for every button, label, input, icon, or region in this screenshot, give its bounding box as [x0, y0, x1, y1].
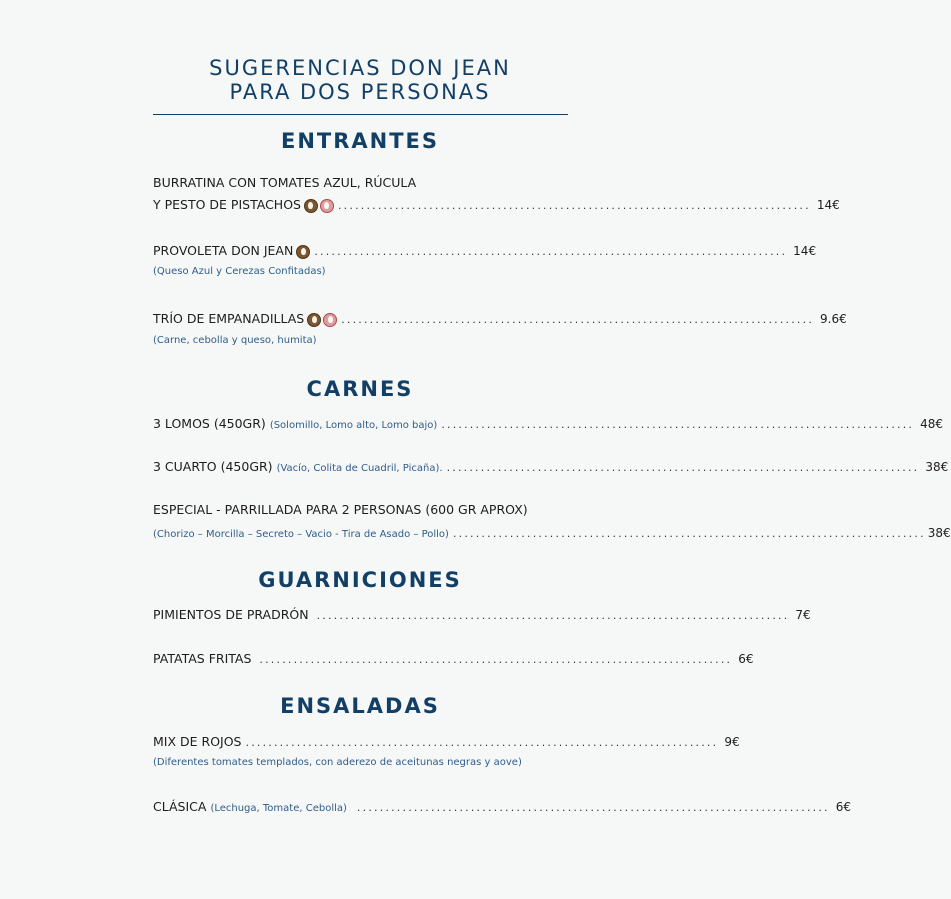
- dot-leader: ...................................................................................: [245, 736, 719, 749]
- allergen-icons: [304, 199, 334, 213]
- menu-item-3-cuarto: [153, 459, 949, 475]
- item-description: (Queso Azul y Cerezas Confitadas): [153, 266, 326, 277]
- section-title-carnes: CARNES: [306, 377, 414, 401]
- menu-item-clasica: [153, 799, 852, 815]
- item-price: 14€: [816, 198, 840, 212]
- dairy-allergen-icon: [320, 199, 334, 213]
- dot-leader: ...................................................................................: [356, 801, 830, 814]
- dot-leader: ...................................................................................: [341, 313, 815, 326]
- nuts-allergen-icon: [307, 313, 321, 327]
- dot-leader: ...................................................................................: [259, 653, 733, 666]
- title-divider: [153, 114, 568, 115]
- menu-title: [150, 56, 570, 104]
- menu-item-mix-de-rojos: [153, 734, 740, 750]
- menu-item-pimientos: [153, 607, 811, 623]
- item-inline-description: (Chorizo – Morcilla – Secreto – Vacio - Tira de Asado – Pollo): [153, 529, 449, 540]
- item-price: 38€: [927, 526, 951, 540]
- menu-item-empanadillas: [153, 311, 847, 327]
- item-price: 38€: [925, 460, 949, 474]
- item-name: PROVOLETA DON JEAN: [153, 243, 294, 258]
- section-title-guarniciones: GUARNICIONES: [258, 568, 462, 592]
- section-title-ensaladas: ENSALADAS: [280, 694, 440, 718]
- item-inline-description: (Solomillo, Lomo alto, Lomo bajo): [269, 420, 438, 431]
- item-price: 6€: [738, 652, 754, 666]
- item-inline-description: (Vacío, Colita de Cuadril, Picaña).: [276, 463, 443, 474]
- dot-leader: ...................................................................................: [314, 245, 788, 258]
- menu-item-especial: [153, 525, 951, 541]
- dot-leader: ...................................................................................: [316, 609, 790, 622]
- menu-item-burratina: [153, 197, 840, 213]
- item-description: (Carne, cebolla y queso, humita): [153, 335, 317, 346]
- item-price: 6€: [835, 800, 852, 814]
- item-price: 9.6€: [820, 312, 847, 326]
- menu-item-3-lomos: [153, 416, 944, 432]
- dot-leader: ...................................................................................: [441, 418, 915, 431]
- item-name: TRÍO DE EMPANADILLAS: [153, 311, 305, 326]
- item-price: 14€: [793, 244, 817, 258]
- item-name: 3 CUARTO (450GR): [153, 459, 273, 474]
- item-name: PIMIENTOS DE PRADRÓN: [153, 607, 309, 622]
- item-name: PATATAS FRITAS: [153, 651, 252, 666]
- item-name: MIX DE ROJOS: [153, 734, 242, 749]
- menu-title-line-2: PARA DOS PERSONAS: [229, 80, 491, 104]
- item-name-especial: ESPECIAL - PARRILLADA PARA 2 PERSONAS (600 GR APROX): [153, 502, 528, 517]
- item-inline-description: (Lechuga, Tomate, Cebolla): [210, 803, 347, 814]
- menu-title-line-1: SUGERENCIAS DON JEAN: [209, 56, 511, 80]
- dot-leader: ...................................................................................: [446, 461, 920, 474]
- nuts-allergen-icon: [304, 199, 318, 213]
- dot-leader: ...................................................................................: [452, 527, 926, 540]
- allergen-icons: [307, 313, 337, 327]
- item-description: (Diferentes tomates templados, con aderezo de aceitunas negras y aove): [153, 757, 522, 768]
- item-name: 3 LOMOS (450GR): [153, 416, 266, 431]
- section-title-entrantes: ENTRANTES: [280, 129, 440, 153]
- item-price: 7€: [795, 608, 811, 622]
- item-price: 48€: [920, 417, 944, 431]
- dot-leader: ...................................................................................: [337, 199, 811, 212]
- item-price: 9€: [724, 735, 740, 749]
- item-name-burratina-line1: BURRATINA CON TOMATES AZUL, RÚCULA: [153, 175, 417, 190]
- menu-item-provoleta: [153, 243, 817, 259]
- dairy-allergen-icon: [323, 313, 337, 327]
- item-name-burratina-line2: Y PESTO DE PISTACHOS: [153, 197, 301, 212]
- allergen-icons: [296, 245, 310, 259]
- item-name: CLÁSICA: [153, 799, 207, 814]
- nuts-allergen-icon: [296, 245, 310, 259]
- menu-item-patatas-fritas: [153, 651, 754, 667]
